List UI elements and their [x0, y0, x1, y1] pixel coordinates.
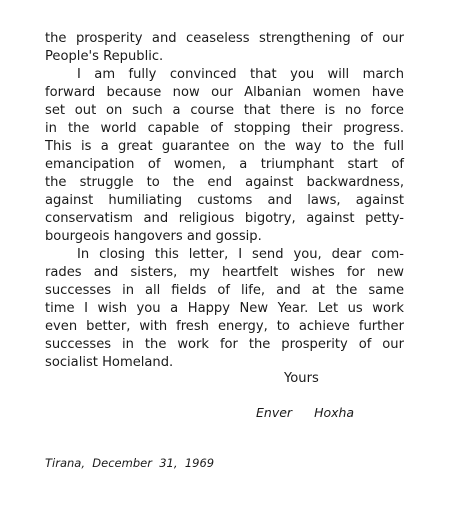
text-line: I am fully convinced that you will march [77, 67, 404, 82]
text-line: against humiliating customs and laws, against [45, 193, 404, 208]
text-line: emancipation of women, a triumphant start of [45, 157, 404, 172]
text-line: conservatism and religious bigotry, against petty- [45, 211, 404, 226]
text-line: forward because now our Albanian women have [45, 85, 404, 100]
text-line: bourgeois hangovers and gossip. [45, 229, 262, 244]
text-line: even better, with fresh energy, to achieve further [45, 319, 404, 334]
text-line: successes in all fields of life, and at the same [45, 283, 404, 298]
text-line: socialist Homeland. [45, 355, 174, 370]
paragraph-2 [45, 66, 404, 246]
text-line: rades and sisters, my heartfelt wishes for new [45, 265, 404, 280]
place-and-date: Tirana, December 31, 1969 [45, 456, 215, 470]
paragraph-1 [45, 30, 404, 66]
text-line: People's Republic. [45, 49, 164, 64]
signature [256, 404, 354, 422]
text-line: in the world capable of stopping their progress. [45, 121, 404, 136]
text-line: successes in the work for the prosperity of our [45, 337, 404, 352]
text-line: the struggle to the end against backwardness, [45, 175, 404, 190]
signature-first-name: Enver [256, 405, 293, 420]
text-line: the prosperity and ceaseless strengthening of our [45, 31, 404, 46]
signature-last-name: Hoxha [314, 405, 355, 420]
text-line: set out on such a course that there is no force [45, 103, 404, 118]
text-line: time I wish you a Happy New Year. Let us work [45, 301, 404, 316]
closing-salutation: Yours [284, 371, 319, 386]
text-line: This is a great guarantee on the way to the full [45, 139, 404, 154]
paragraph-3 [45, 246, 404, 372]
letter-body [45, 30, 404, 372]
text-line: In closing this letter, I send you, dear com- [77, 247, 404, 262]
